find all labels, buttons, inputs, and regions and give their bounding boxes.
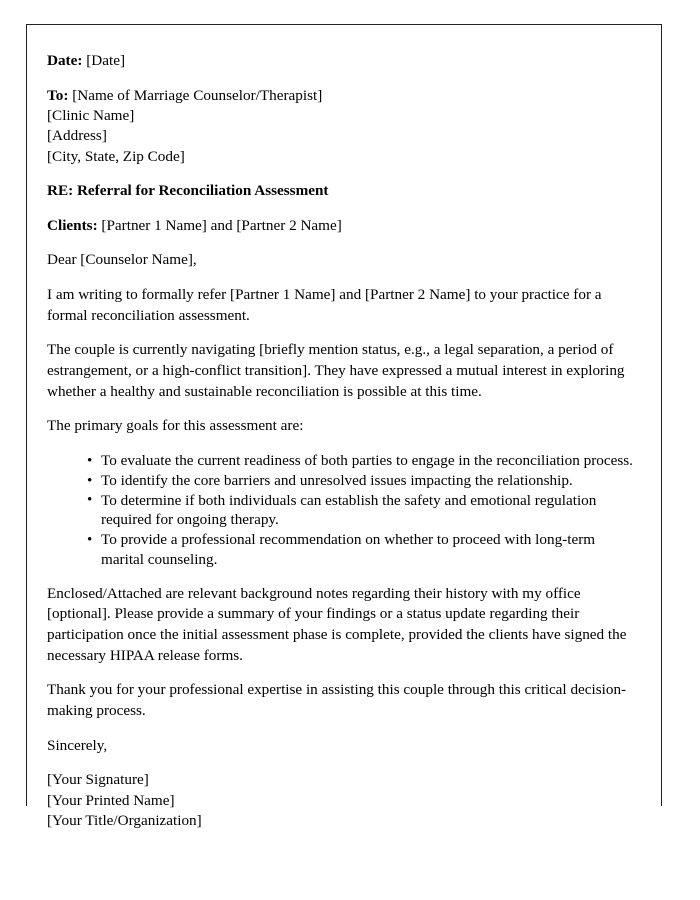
date-value: [Date] xyxy=(86,52,126,69)
goals-intro: The primary goals for this assessment are: xyxy=(47,417,304,435)
recipient-city-state-zip: [City, State, Zip Code] xyxy=(47,147,185,165)
paragraph-1: I am writing to formally refer [Partner 1 Name] and [Partner 2 Name] to your practice for a formal reconciliation assessment. xyxy=(47,286,602,324)
date-label: Date: xyxy=(47,52,83,69)
goals-list xyxy=(47,451,639,570)
salutation: Dear [Counselor Name], xyxy=(47,251,197,269)
printed-name: [Your Printed Name] xyxy=(47,791,175,809)
signature-placeholder: [Your Signature] xyxy=(47,771,149,789)
recipient-block xyxy=(47,86,639,167)
paragraph-3: Enclosed/Attached are relevant background notes regarding their history with my office [optional]. Please provide a summary of your findings or a status update regarding their participation once the initial assessment phase is complete, provided the clients have signed the necessary HIPAA release forms. xyxy=(47,584,627,664)
list-item: • To determine if both individuals can establish the safety and emotional regulation required for ongoing therapy. xyxy=(87,491,639,531)
recipient-clinic: [Clinic Name] xyxy=(47,107,135,125)
subject-line: RE: Referral for Reconciliation Assessment xyxy=(47,182,329,200)
clients-label: Clients: xyxy=(47,216,98,234)
closing: Sincerely, xyxy=(47,736,108,754)
list-item: • To provide a professional recommendation on whether to proceed with long-term marital counseling. xyxy=(87,530,639,570)
to-label: To: xyxy=(47,86,69,104)
letter-body xyxy=(27,25,661,831)
title-organization: [Your Title/Organization] xyxy=(47,812,202,830)
recipient-name-line xyxy=(47,86,639,106)
recipient-address: [Address] xyxy=(47,127,107,145)
list-item: • To identify the core barriers and unresolved issues impacting the relationship. xyxy=(87,471,639,491)
list-item: • To evaluate the current readiness of both parties to engage in the reconciliation process. xyxy=(87,451,639,471)
clients-value: [Partner 1 Name] and [Partner 2 Name] xyxy=(101,216,342,234)
date-line xyxy=(47,51,639,72)
recipient-name: [Name of Marriage Counselor/Therapist] xyxy=(72,86,323,104)
clients-line xyxy=(47,216,639,237)
signature-block xyxy=(47,770,639,831)
paragraph-2: The couple is currently navigating [briefly mention status, e.g., a legal separation, a period of estrangement, or a high-conflict transition]. They have expressed a mutual interest in exploring whether a healthy and sustainable reconciliation is possible at this time. xyxy=(47,341,625,400)
document-page xyxy=(26,24,662,830)
paragraph-4: Thank you for your professional expertise in assisting this couple through this critical decision-making process. xyxy=(47,681,627,720)
